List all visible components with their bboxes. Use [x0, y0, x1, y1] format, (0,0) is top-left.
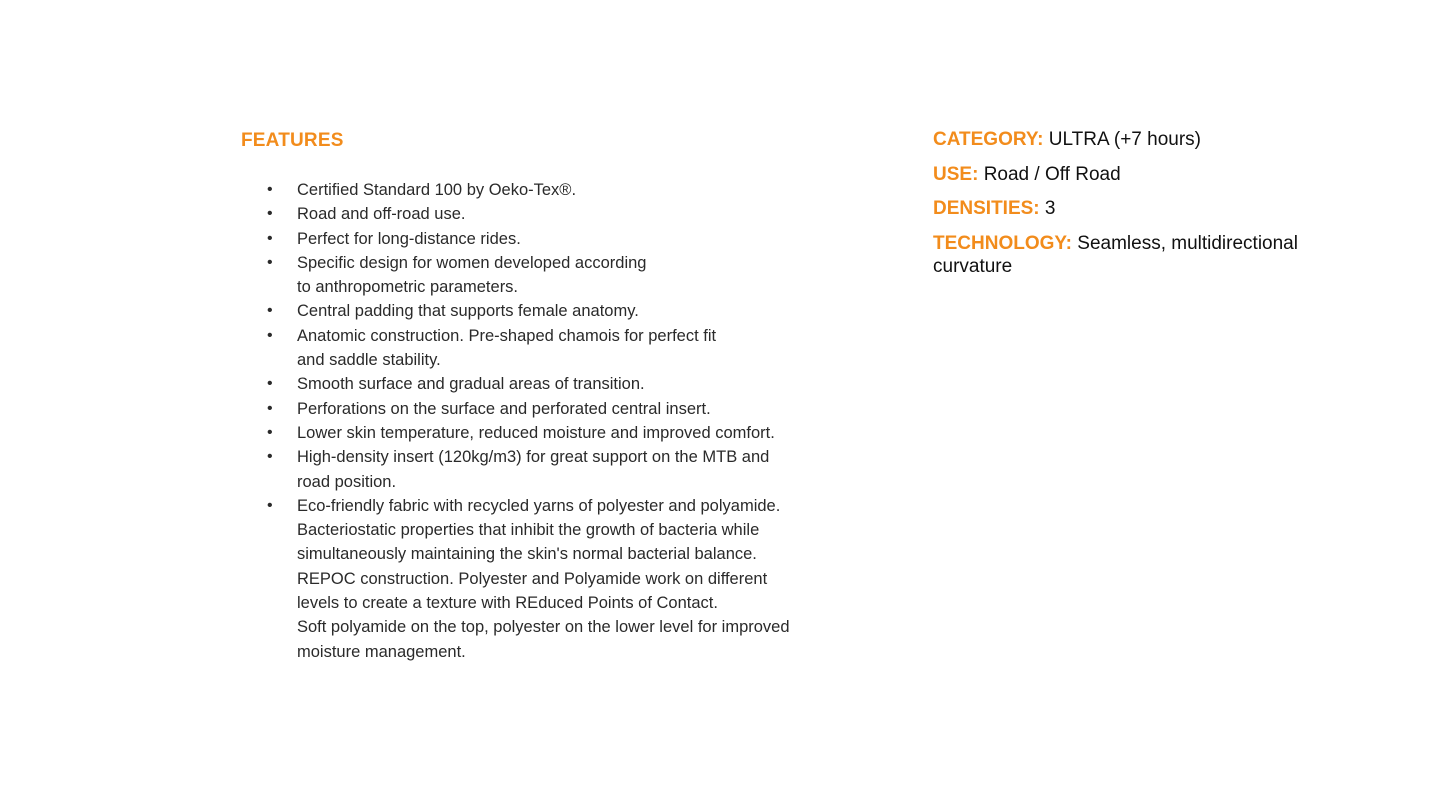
- feature-text-line: levels to create a texture with REduced Points of Contact.: [297, 594, 718, 613]
- spec-value: ULTRA (+7 hours): [1048, 129, 1201, 150]
- spec-key: TECHNOLOGY:: [933, 232, 1072, 254]
- feature-text-line: road position.: [297, 472, 397, 491]
- bullet-icon: •: [267, 229, 273, 247]
- specs-panel: [933, 128, 1313, 290]
- feature-text-line: Road and off-road use.: [297, 205, 466, 224]
- spec-row: [933, 197, 1313, 221]
- spec-row: [933, 232, 1313, 279]
- bullet-icon: •: [267, 496, 273, 514]
- feature-text-line: Perforations on the surface and perforated central insert.: [297, 399, 711, 418]
- feature-item: [241, 178, 841, 202]
- feature-item: [241, 421, 841, 445]
- feature-item: [241, 494, 841, 664]
- spec-row: [933, 128, 1313, 152]
- spec-key: CATEGORY:: [933, 129, 1044, 150]
- bullet-icon: •: [267, 375, 273, 393]
- bullet-icon: •: [267, 448, 273, 466]
- feature-item: [241, 251, 841, 300]
- bullet-icon: •: [267, 253, 273, 271]
- feature-text-line: Specific design for women developed according: [297, 253, 647, 272]
- feature-text-line: Perfect for long-distance rides.: [297, 229, 521, 248]
- feature-item: [241, 227, 841, 251]
- feature-text-line: Central padding that supports female anatomy.: [297, 302, 639, 321]
- feature-item: [241, 397, 841, 421]
- feature-text-line: Certified Standard 100 by Oeko-Tex®.: [297, 181, 577, 199]
- spec-key: DENSITIES:: [933, 198, 1040, 219]
- feature-text-line: Eco-friendly fabric with recycled yarns of polyester and polyamide.: [297, 496, 781, 515]
- bullet-icon: •: [267, 181, 273, 198]
- feature-text-line: REPOC construction. Polyester and Polyamide work on different: [297, 569, 768, 588]
- feature-item: [241, 372, 841, 396]
- bullet-icon: •: [267, 302, 273, 320]
- feature-text-line: moisture management.: [297, 642, 466, 661]
- bullet-icon: •: [267, 205, 273, 223]
- feature-text-line: Smooth surface and gradual areas of transition.: [297, 375, 645, 394]
- spec-key: USE:: [933, 163, 979, 185]
- feature-text-line: Lower skin temperature, reduced moisture and improved comfort.: [297, 423, 775, 442]
- features-section: [241, 128, 841, 664]
- bullet-icon: •: [267, 423, 273, 441]
- feature-item: [241, 324, 841, 373]
- feature-text-line: Soft polyamide on the top, polyester on the lower level for improved: [297, 618, 790, 637]
- feature-text-line: High-density insert (120kg/m3) for great support on the MTB and: [297, 448, 770, 467]
- feature-list: [241, 178, 841, 664]
- feature-item: [241, 445, 841, 494]
- feature-text-line: Bacteriostatic properties that inhibit the growth of bacteria while: [297, 521, 760, 540]
- spec-value: 3: [1044, 198, 1056, 219]
- feature-item: [241, 202, 841, 226]
- spec-row: [933, 163, 1313, 187]
- spec-value: Seamless, multidirectional curvature: [933, 232, 1298, 277]
- feature-text-line: simultaneously maintaining the skin's normal bacterial balance.: [297, 545, 757, 564]
- feature-item: [241, 299, 841, 323]
- feature-text-line: Anatomic construction. Pre-shaped chamois for perfect fit: [297, 326, 717, 345]
- bullet-icon: •: [267, 326, 273, 344]
- features-title: FEATURES: [241, 130, 344, 151]
- bullet-icon: •: [267, 399, 273, 417]
- spec-value: Road / Off Road: [983, 163, 1121, 185]
- feature-text-line: and saddle stability.: [297, 351, 441, 370]
- feature-text-line: to anthropometric parameters.: [297, 278, 519, 297]
